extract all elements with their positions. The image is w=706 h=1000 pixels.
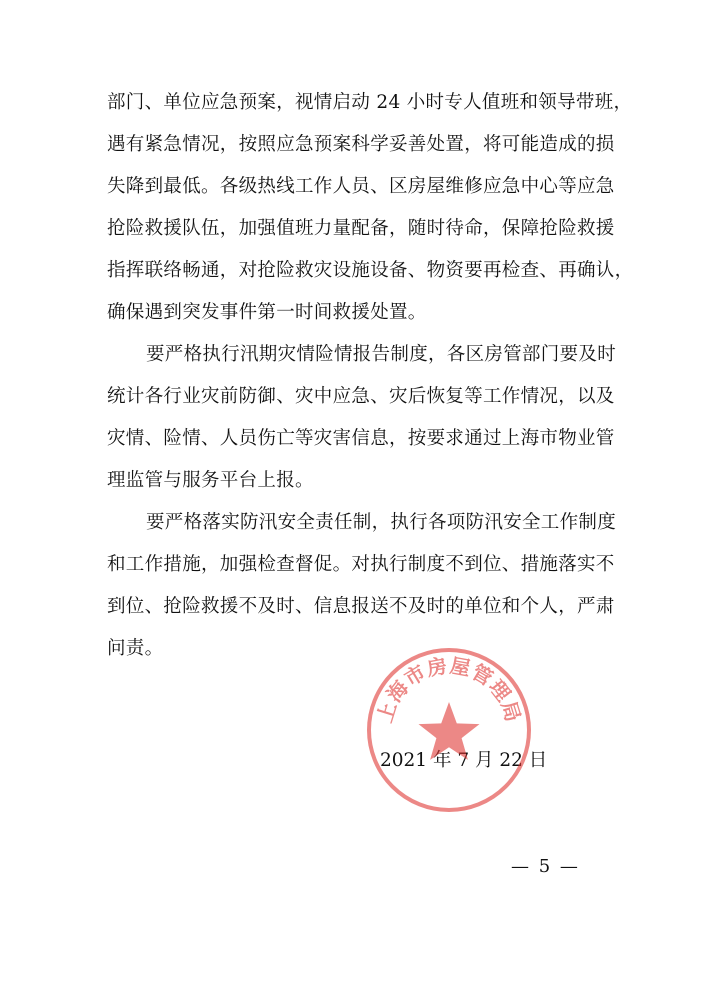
- paragraph-2-line-4: 理监管与服务平台上报。: [107, 470, 314, 491]
- page-number: — 5 —: [511, 856, 580, 877]
- paragraph-1-line-6: 确保遇到突发事件第一时间救援处置。: [107, 302, 427, 323]
- paragraph-3-line-3: 到位、抢险救援不及时、信息报送不及时的单位和个人，严肃: [107, 596, 615, 617]
- paragraph-1-line-2: 遇有紧急情况，按照应急预案科学妥善处置，将可能造成的损: [107, 134, 615, 155]
- paragraph-2-line-2: 统计各行业灾前防御、灾中应急、灾后恢复等工作情况，以及: [107, 386, 615, 407]
- paragraph-1-line-4: 抢险救援队伍，加强值班力量配备，随时待命，保障抢险救援: [107, 218, 615, 239]
- paragraph-1-line-5: 指挥联络畅通，对抢险救灾设施设备、物资要再检查、再确认，: [107, 260, 634, 281]
- signature-date: 2021 年 7 月 22 日: [380, 750, 548, 771]
- seal-star-icon: [419, 702, 480, 760]
- paragraph-3-line-4: 问责。: [107, 638, 164, 659]
- paragraph-3-line-1: 要严格落实防汛安全责任制，执行各项防汛安全工作制度: [146, 512, 617, 533]
- official-seal: [365, 646, 533, 814]
- paragraph-1-line-3: 失降到最低。各级热线工作人员、区房屋维修应急中心等应急: [107, 176, 615, 197]
- paragraph-3-line-2: 和工作措施，加强检查督促。对执行制度不到位、措施落实不: [107, 554, 615, 575]
- paragraph-2-line-3: 灾情、险情、人员伤亡等灾害信息，按要求通过上海市物业管: [107, 428, 615, 449]
- seal-text: 上海市房屋管理局: [372, 653, 526, 726]
- paragraph-2-line-1: 要严格执行汛期灾情险情报告制度，各区房管部门要及时: [146, 344, 617, 365]
- paragraph-1-line-1: 部门、单位应急预案，视情启动 24 小时专人值班和领导带班，: [107, 92, 633, 113]
